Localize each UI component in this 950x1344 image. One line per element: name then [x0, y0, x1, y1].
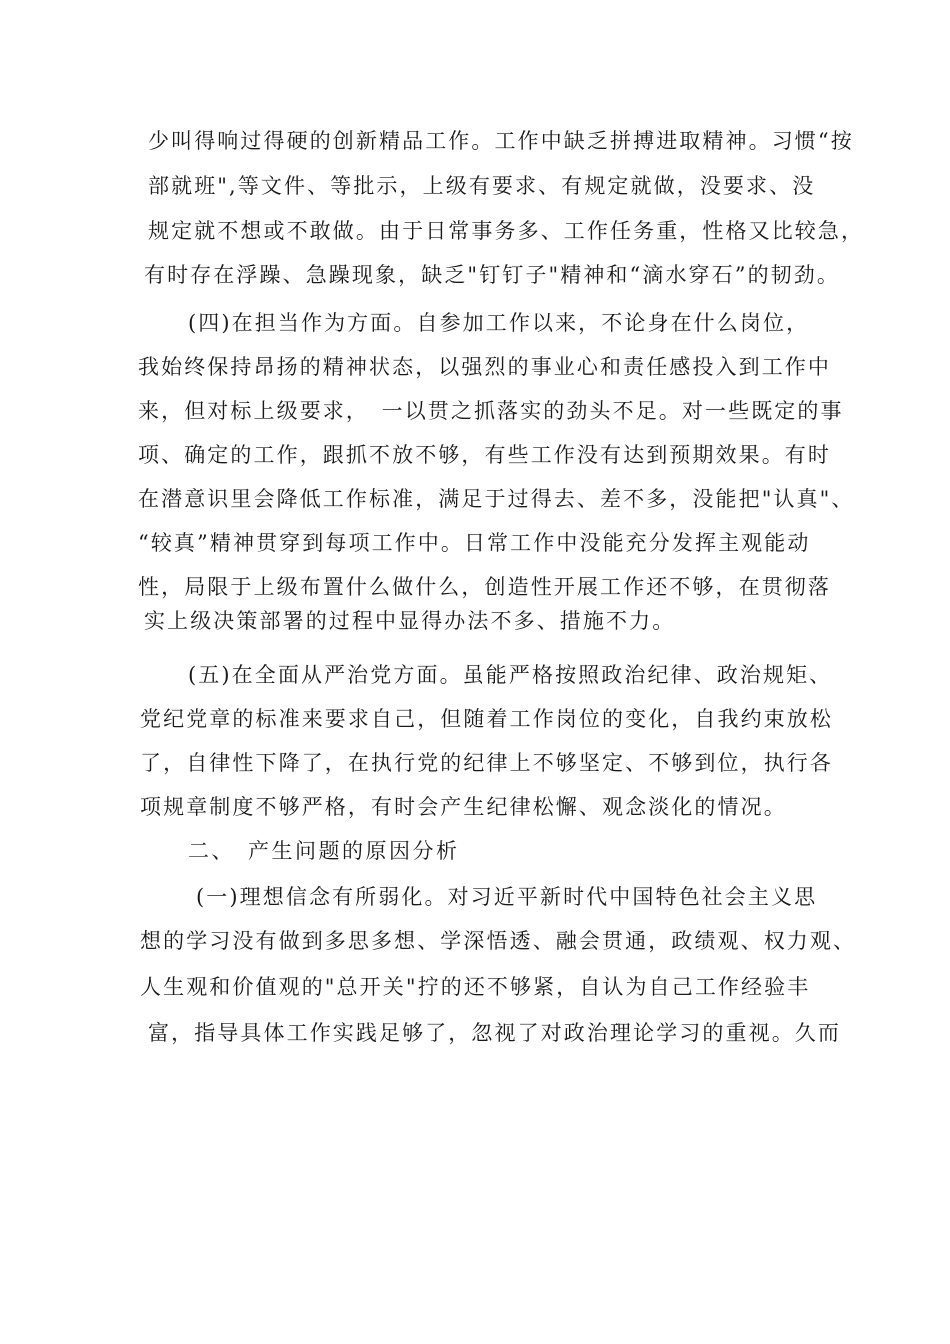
text-line: 规定就不想或不敢做。由于日常事务多、工作任务重，性格又比较急， — [148, 219, 865, 243]
text-line: 人生观和价值观的"总开关"拧的还不够紧，自认为自己工作经验丰 — [140, 975, 811, 999]
text-line: 少叫得响过得硬的创新精品工作。工作中缺乏拼搏进取精神。习惯“按 — [148, 129, 854, 153]
paragraph-first-line: (五)在全面从严治党方面。虽能严格按照政治纪律、政治规矩、 — [188, 663, 833, 687]
text-line: 实上级决策部署的过程中显得办法不多、措施不力。 — [144, 609, 676, 633]
text-line: 项、确定的工作，跟抓不放不够，有些工作没有达到预期效果。有时 — [138, 443, 831, 467]
text-line: 富，指导具体工作实践足够了，忽视了对政治理论学习的重视。久而 — [148, 1021, 841, 1045]
text-line: 项规章制度不够严格，有时会产生纪律松懈、观念淡化的情况。 — [140, 795, 787, 819]
text-line: 性，局限于上级布置什么做什么，创造性开展工作还不够，在贯彻落 — [138, 575, 831, 599]
text-line: 想的学习没有做到多思多想、学深悟透、融会贯通，政绩观、权力观、 — [140, 929, 857, 953]
text-line: “较真”精神贯穿到每项工作中。日常工作中没能充分发挥主观能动 — [138, 531, 811, 555]
section-heading: 二、 产生问题的原因分析 — [188, 839, 460, 863]
text-line: 来，但对标上级要求， 一以贯之抓落实的劲头不足。对一些既定的事 — [138, 399, 844, 423]
text-line: 我始终保持昂扬的精神状态，以强烈的事业心和责任感投入到工作中 — [138, 355, 831, 379]
text-line: 党纪党章的标准来要求自己，但随着工作岗位的变化，自我约束放松 — [140, 707, 833, 731]
text-line: 在潜意识里会降低工作标准，满足于过得去、差不多，没能把"认真"、 — [138, 487, 855, 511]
text-line: 有时存在浮躁、急躁现象，缺乏"钉钉子"精神和“滴水穿石”的韧劲。 — [144, 263, 840, 287]
text-line: 了，自律性下降了，在执行党的纪律上不够坚定、不够到位，执行各 — [140, 751, 833, 775]
paragraph-first-line: (四)在担当作为方面。自参加工作以来，不论身在什么岗位， — [188, 311, 810, 335]
text-line: 部就班",等文件、等批示，上级有要求、有规定就做，没要求、没 — [148, 174, 816, 198]
paragraph-first-line: (一)理想信念有所弱化。对习近平新时代中国特色社会主义思 — [196, 885, 818, 909]
